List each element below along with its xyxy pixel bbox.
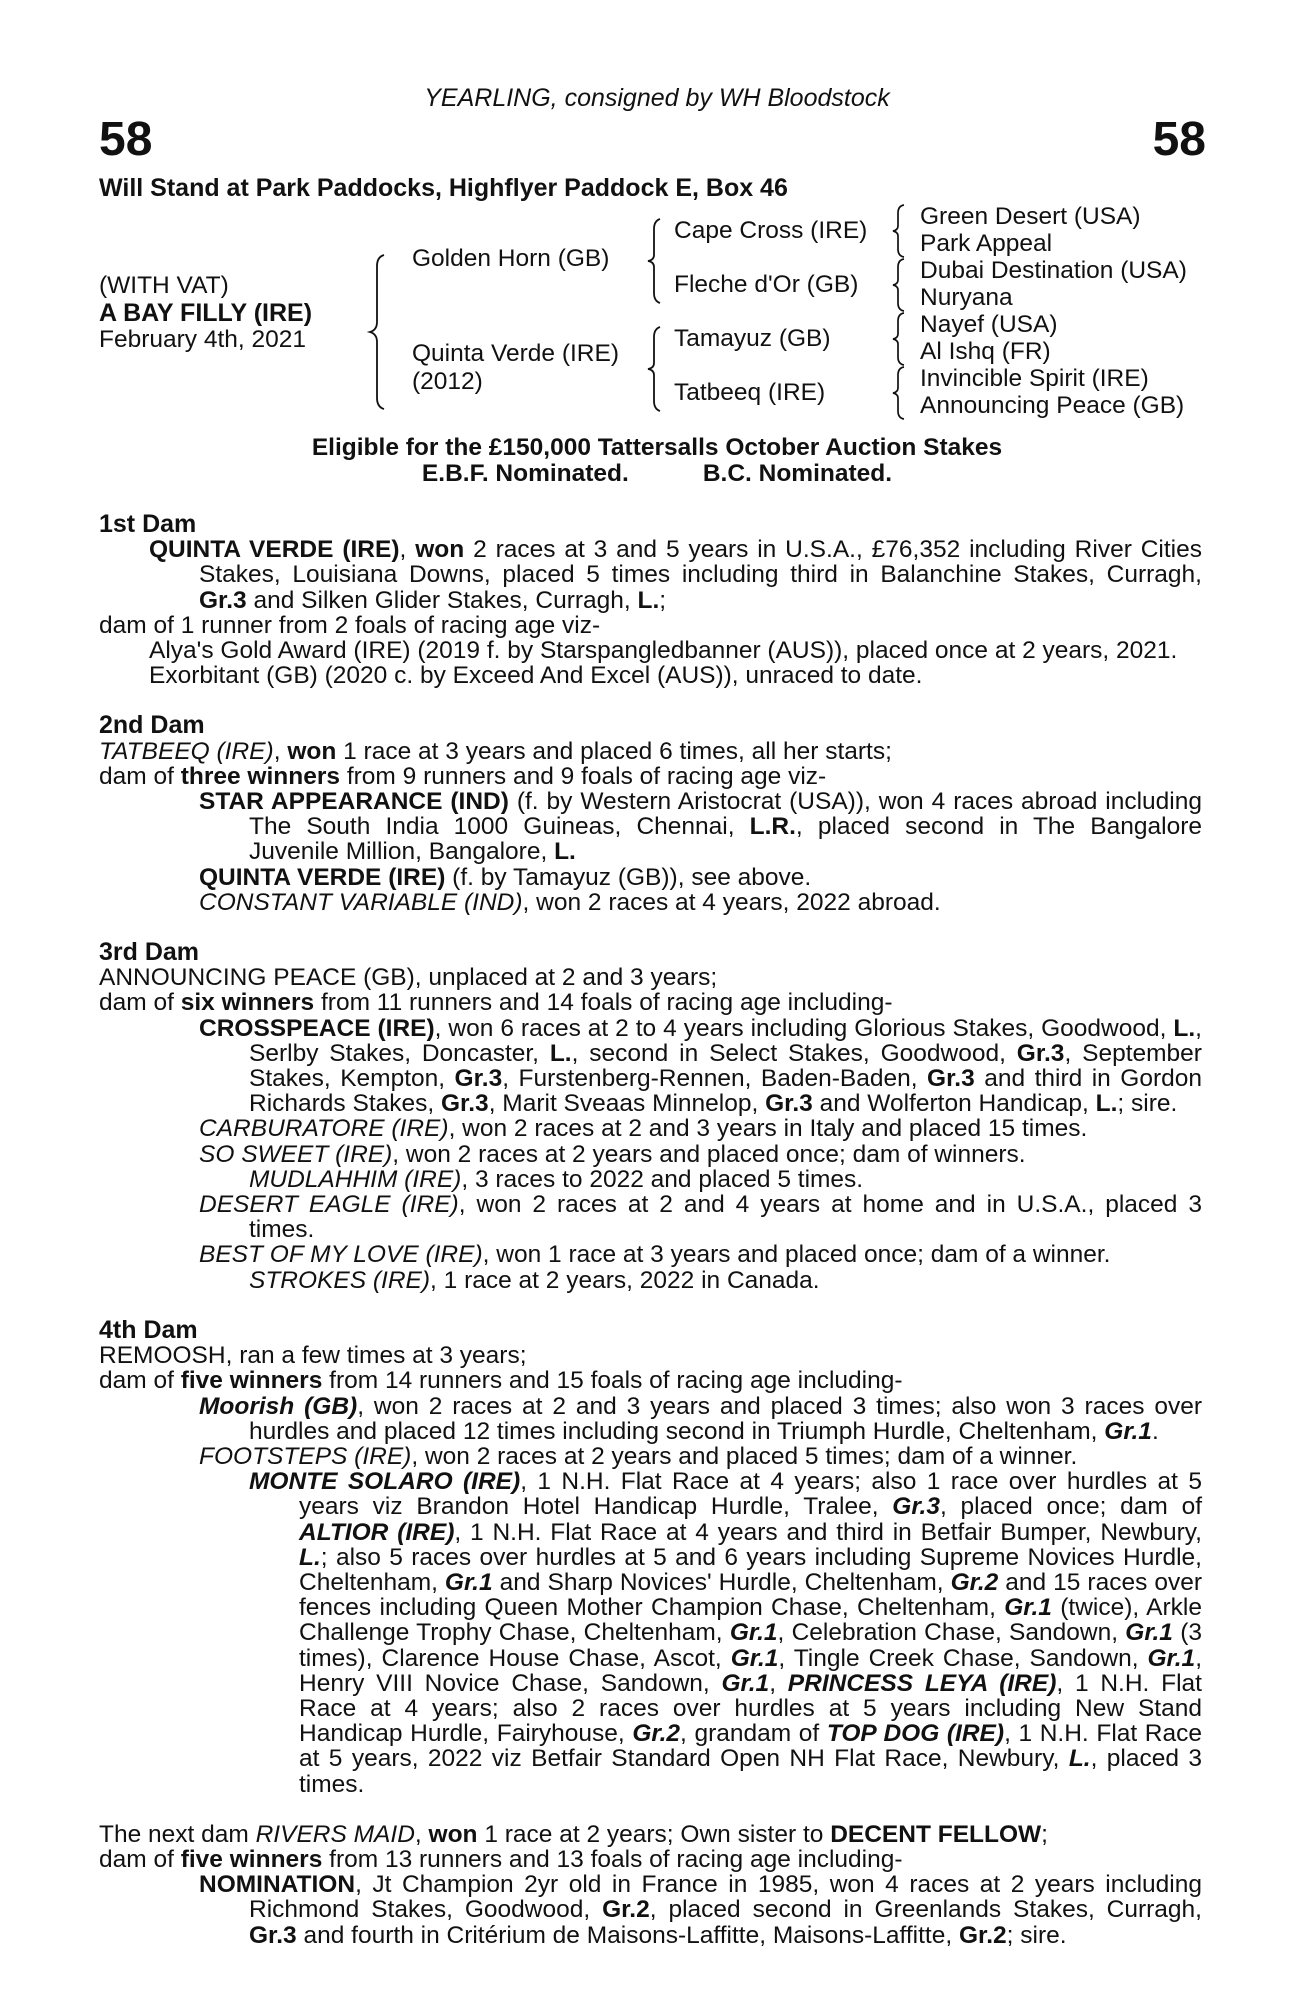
lot-number-left: 58 bbox=[99, 113, 153, 166]
ss-sire: Green Desert (USA) bbox=[920, 203, 1141, 230]
ebf-nomination: E.B.F. Nominated. bbox=[421, 460, 629, 487]
dam4-record: REMOOSH, ran a few times at 3 years; bbox=[99, 1342, 527, 1370]
dam3-grandprogeny-strokes: STROKES (IRE), 1 race at 2 years, 2022 in Canada. bbox=[249, 1266, 820, 1294]
dam3-heading: 3rd Dam bbox=[99, 938, 200, 967]
dam4-progeny-footsteps: FOOTSTEPS (IRE), won 2 races at 2 years and placed 5 times; dam of a winner. bbox=[199, 1442, 1078, 1470]
dam4-dam-of: dam of five winners from 14 runners and 15 foals of racing age including- bbox=[99, 1367, 903, 1395]
sire-sire: Cape Cross (IRE) bbox=[674, 217, 868, 244]
dam3-progeny-carburatore: CARBURATORE (IRE), won 2 races at 2 and 3 years in Italy and placed 15 times. bbox=[199, 1115, 1088, 1143]
nominations-line bbox=[0, 460, 1314, 488]
dam-name: Quinta Verde (IRE) bbox=[412, 340, 619, 367]
dam2-record: TATBEEQ (IRE), won 1 race at 3 years and placed 6 times, all her starts; bbox=[99, 737, 892, 765]
dam3-progeny-best-of-my-love: BEST OF MY LOVE (IRE), won 1 race at 3 years and placed once; dam of a winner. bbox=[199, 1241, 1111, 1269]
next-dam-record: The next dam RIVERS MAID, won 1 race at 2 years; Own sister to DECENT FELLOW; bbox=[99, 1820, 1048, 1848]
next-dam-progeny-nomination: NOMINATION, Jt Champion 2yr old in France in 1985, won 4 races at 2 years including Richmond Stakes, Goodwood, Gr.2, placed second in Greenlands Stakes, Curragh, Gr.3 and fourth in Critérium de Maisons-Laffitte, Maisons-Laffitte, Gr.2; sire. bbox=[199, 1871, 1202, 1949]
ds-bracket bbox=[893, 311, 909, 367]
sd-bracket bbox=[893, 257, 909, 313]
dam4-progeny-moorish: Moorish (GB), won 2 races at 2 and 3 years and placed 3 times; also won 3 races over hurdles and placed 12 times including second in Triumph Hurdle, Cheltenham, Gr.1. bbox=[199, 1392, 1202, 1445]
vat-note: (WITH VAT) bbox=[99, 272, 229, 299]
dam2-progeny-quinta: QUINTA VERDE (IRE) (f. by Tamayuz (GB)), see above. bbox=[199, 863, 812, 891]
dam1-record: QUINTA VERDE (IRE), won 2 races at 3 and 5 years in U.S.A., £76,352 including River Cities Stakes, Louisiana Downs, placed 5 times including third in Balanchine Stakes, Curragh, Gr.3 and Silken Glider Stakes, Curragh, L.; bbox=[149, 536, 1202, 614]
dam4-heading: 4th Dam bbox=[99, 1315, 198, 1344]
sire-dam: Fleche d'Or (GB) bbox=[674, 271, 859, 298]
dam-sire: Tamayuz (GB) bbox=[674, 325, 831, 352]
dam-bracket bbox=[648, 325, 666, 413]
dam3-record: ANNOUNCING PEACE (GB), unplaced at 2 and 3 years; bbox=[99, 964, 718, 992]
sd-sire: Dubai Destination (USA) bbox=[920, 257, 1187, 284]
dam3-progeny-desert-eagle: DESERT EAGLE (IRE), won 2 races at 2 and 4 years at home and in U.S.A., placed 3 times. bbox=[199, 1191, 1203, 1244]
dam2-dam-of: dam of three winners from 9 runners and 9 foals of racing age viz- bbox=[99, 762, 827, 790]
dam-year: (2012) bbox=[412, 368, 483, 395]
dam2-heading: 2nd Dam bbox=[99, 711, 205, 740]
dam3-progeny-so-sweet: SO SWEET (IRE), won 2 races at 2 years and placed once; dam of winners. bbox=[199, 1140, 1026, 1168]
ds-dam: Al Ishq (FR) bbox=[920, 338, 1051, 365]
foaling-date: February 4th, 2021 bbox=[99, 326, 307, 353]
dd-bracket bbox=[893, 365, 909, 421]
ss-bracket bbox=[893, 203, 909, 259]
lot-number-right: 58 bbox=[1152, 113, 1206, 166]
dam4-grandprogeny-monte-solaro: MONTE SOLARO (IRE), 1 N.H. Flat Race at 4 years; also 1 race over hurdles at 5 years viz Brandon Hotel Handicap Hurdle, Tralee, Gr.3, placed once; dam of ALTIOR (IRE), 1 N.H. Flat Race at 4 years and third in Betfair Bumper, Newbury, L.; also 5 races over hurdles at 5 and 6 years including Supreme Novices Hurdle, Cheltenham, Gr.1 and Sharp Novices' Hurdle, Cheltenham, Gr.2 and 15 races over fences including Queen Mother Champion Chase, Cheltenham, Gr.1 (twice), Arkle Challenge Trophy Chase, Cheltenham, Gr.1, Celebration Chase, Sandown, Gr.1 (3 times), Clarence House Chase, Ascot, Gr.1, Tingle Creek Chase, Sandown, Gr.1, Henry VIII Novice Chase, Sandown, Gr.1, PRINCESS LEYA (IRE), 1 N.H. Flat Race at 4 years; also 2 races over hurdles at 5 years including New Stand Handicap Hurdle, Fairyhouse, Gr.2, grandam of TOP DOG (IRE), 1 N.H. Flat Race at 5 years, 2022 viz Betfair Standard Open NH Flat Race, Newbury, L., placed 3 times. bbox=[249, 1468, 1203, 1798]
dam-dam: Tatbeeq (IRE) bbox=[674, 379, 826, 406]
dam3-grandprogeny-mudlahhim: MUDLAHHIM (IRE), 3 races to 2022 and placed 5 times. bbox=[249, 1165, 864, 1193]
stand-location: Will Stand at Park Paddocks, Highflyer Paddock E, Box 46 bbox=[99, 174, 788, 202]
dam1-progeny-1: Alya's Gold Award (IRE) (2019 f. by Starspangledbanner (AUS)), placed once at 2 years, 2021. bbox=[149, 637, 1178, 665]
dd-sire: Invincible Spirit (IRE) bbox=[920, 365, 1149, 392]
dam1-heading: 1st Dam bbox=[99, 510, 197, 538]
sire-name: Golden Horn (GB) bbox=[412, 245, 610, 272]
ss-dam: Park Appeal bbox=[920, 230, 1053, 257]
dam2-progeny-star: STAR APPEARANCE (IND) (f. by Western Aristocrat (USA)), won 4 races abroad including The South India 1000 Guineas, Chennai, L.R., placed second in The Bangalore Juvenile Million, Bangalore, L. bbox=[199, 788, 1202, 866]
main-bracket bbox=[370, 252, 390, 412]
next-dam-dam-of: dam of five winners from 13 runners and 13 foals of racing age including- bbox=[99, 1845, 903, 1873]
dam3-progeny-crosspeace: CROSSPEACE (IRE), won 6 races at 2 to 4 years including Glorious Stakes, Goodwood, L., Serlby Stakes, Doncaster, L., second in Select Stakes, Goodwood, Gr.3, September Stakes, Kempton, Gr.3, Furstenberg-Rennen, Baden-Baden, Gr.3 and third in Gordon Richards Stakes, Gr.3, Marit Sveaas Minnelop, Gr.3 and Wolferton Handicap, L.; sire. bbox=[199, 1014, 1203, 1118]
produce-record bbox=[99, 512, 1202, 1948]
bc-nomination: B.C. Nominated. bbox=[702, 460, 893, 487]
ds-sire: Nayef (USA) bbox=[920, 311, 1058, 338]
eligibility-line: Eligible for the £150,000 Tattersalls October Auction Stakes bbox=[311, 434, 1003, 461]
sd-dam: Nuryana bbox=[920, 284, 1013, 311]
dam1-progeny-2: Exorbitant (GB) (2020 c. by Exceed And Excel (AUS)), unraced to date. bbox=[149, 662, 923, 690]
dam3-dam-of: dam of six winners from 11 runners and 14 foals of racing age including- bbox=[99, 989, 893, 1017]
dd-dam: Announcing Peace (GB) bbox=[920, 392, 1185, 419]
dam1-dam-of: dam of 1 runner from 2 foals of racing age viz- bbox=[99, 611, 601, 639]
sire-bracket bbox=[648, 217, 666, 305]
dam2-progeny-constant: CONSTANT VARIABLE (IND), won 2 races at 4 years, 2022 abroad. bbox=[199, 888, 941, 916]
page-subtitle: YEARLING, consigned by WH Bloodstock bbox=[424, 84, 890, 112]
horse-description: A BAY FILLY (IRE) bbox=[99, 299, 313, 327]
